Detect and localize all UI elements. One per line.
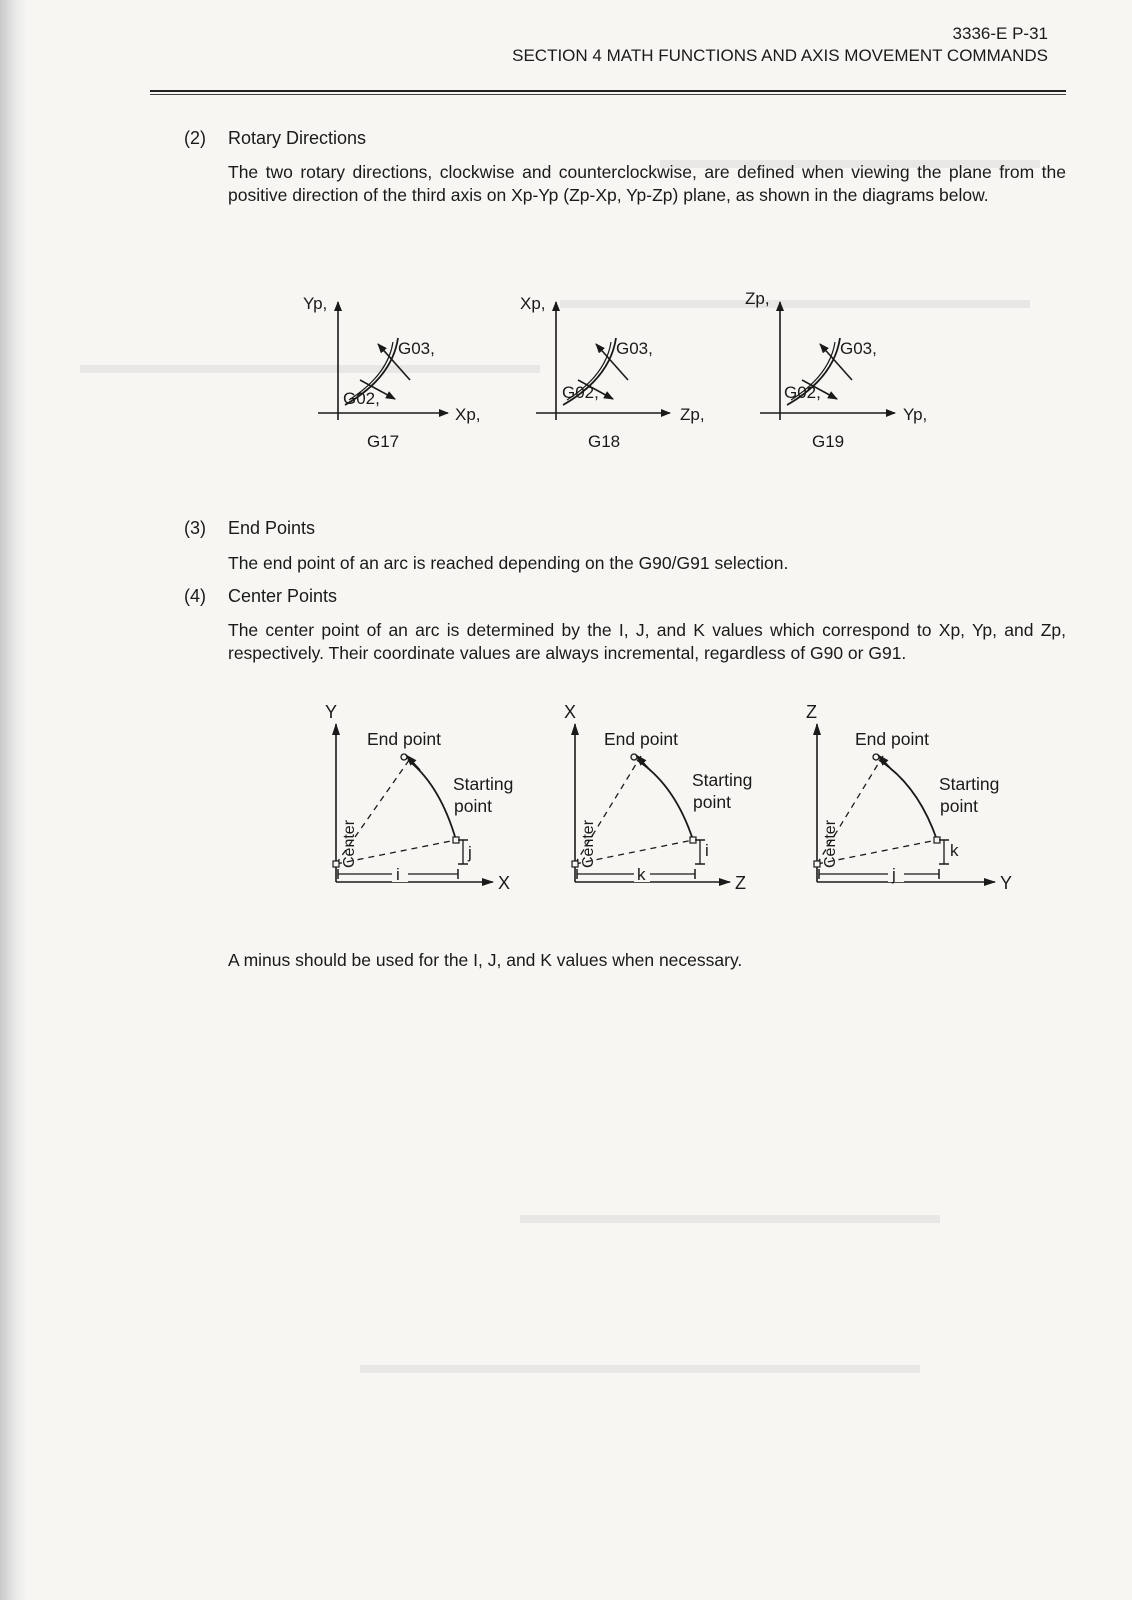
rotary-body: The two rotary directions, clockwise and counterclockwise, are defined when viewing the plane from the positive direction of the third axis on Xp-Yp (Zp-Xp, Yp-Zp) plane, as shown in the diagrams below.: [228, 162, 1066, 205]
g19-plane-label: G19: [812, 432, 845, 451]
g18-plane-label: G18: [588, 432, 621, 451]
plane-diagram-g18: [520, 294, 705, 451]
rotary-heading: Rotary Directions: [228, 128, 367, 148]
yz-horizontal-axis: Y: [1000, 873, 1013, 893]
xy-end-point-label: End point: [367, 729, 441, 749]
yz-vertical-axis: Z: [806, 702, 817, 722]
rotary-direction-diagrams: [0, 280, 1132, 480]
plane-diagram-g19: [745, 289, 927, 451]
xy-center-label: Center: [341, 819, 358, 868]
xy-vertical-offset: j: [468, 843, 472, 862]
center-points-number: (4): [184, 586, 206, 606]
zx-point-label: point: [693, 792, 731, 812]
g18-vertical-axis-label: Xp,: [520, 294, 546, 313]
yz-point-label: point: [940, 796, 978, 816]
g19-ccw-label: G03,: [840, 339, 877, 358]
section-title: SECTION 4 MATH FUNCTIONS AND AXIS MOVEMENT COMMANDS: [512, 46, 1048, 65]
xy-point-label: point: [454, 796, 492, 816]
g18-horizontal-axis-label: Zp,: [680, 405, 705, 424]
g17-ccw-label: G03,: [398, 339, 435, 358]
end-points-number: (3): [184, 518, 206, 538]
g19-cw-label: G02,: [784, 383, 821, 402]
header-rule: [150, 90, 1066, 95]
end-points-heading: End Points: [228, 518, 316, 538]
xy-horizontal-axis: X: [498, 873, 511, 893]
yz-horizontal-offset: j: [892, 865, 896, 884]
rotary-number: (2): [184, 128, 206, 148]
zx-vertical-axis: X: [564, 702, 577, 722]
center-diagram-zx: [564, 702, 752, 893]
minus-values-note: A minus should be used for the I, J, and K values when necessary.: [228, 950, 743, 970]
g19-vertical-axis-label: Zp,: [745, 289, 770, 308]
center-points-heading: Center Points: [228, 586, 338, 606]
yz-end-point-label: End point: [855, 729, 929, 749]
zx-horizontal-axis: Z: [735, 873, 746, 893]
zx-vertical-offset: i: [705, 841, 709, 860]
g18-cw-label: G02,: [562, 383, 599, 402]
zx-end-point-label: End point: [604, 729, 678, 749]
g17-vertical-axis-label: Yp,: [303, 294, 328, 313]
yz-center-label: Center: [822, 819, 839, 868]
g18-ccw-label: G03,: [616, 339, 653, 358]
zx-center-label: Center: [580, 819, 597, 868]
g17-horizontal-axis-label: Xp,: [455, 405, 481, 424]
document-number: 3336-E P-31: [952, 24, 1048, 43]
g17-cw-label: G02,: [343, 389, 380, 408]
yz-vertical-offset: k: [950, 841, 959, 860]
g19-horizontal-axis-label: Yp,: [903, 405, 928, 424]
g17-plane-label: G17: [367, 432, 400, 451]
yz-starting-label: Starting: [939, 774, 1000, 794]
center-diagram-xy: [325, 702, 513, 893]
center-points-body: The center point of an arc is determined by the I, J, and K values which correspond to Xp, Yp, and Zp, respectively. Their coordinate values are always incremental, regardless of G90 or G91.: [228, 620, 1066, 663]
center-diagram-yz: [806, 702, 1012, 893]
zx-horizontal-offset: k: [637, 865, 646, 884]
end-points-body: The end point of an arc is reached depending on the G90/G91 selection.: [228, 553, 789, 573]
zx-starting-label: Starting: [692, 770, 753, 790]
xy-horizontal-offset: i: [396, 865, 400, 884]
xy-vertical-axis: Y: [325, 702, 338, 722]
xy-starting-label: Starting: [453, 774, 514, 794]
center-point-diagrams: [0, 700, 1132, 910]
plane-diagram-g17: [303, 294, 481, 451]
